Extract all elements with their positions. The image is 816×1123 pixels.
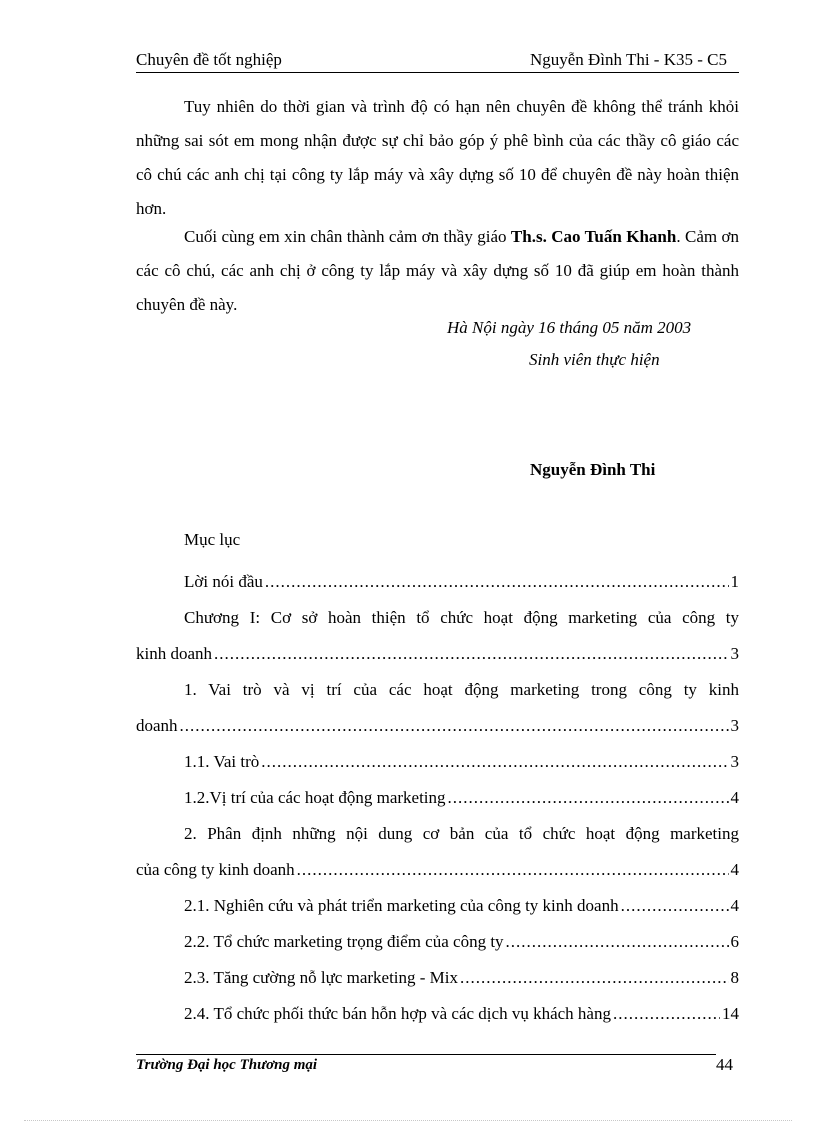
toc-entry: 2.4. Tổ chức phối thức bán hỗn hợp và các dịch vụ khách hàng ..... 14 bbox=[136, 996, 739, 1032]
toc-leader bbox=[297, 852, 729, 888]
toc-entry-line: 1. Vai trò và vị trí của các hoạt động marketing trong công ty kinh bbox=[184, 680, 739, 699]
toc-page-number: 4 bbox=[730, 788, 739, 807]
header-author: Nguyễn Đình Thi - K35 - C5 bbox=[529, 50, 727, 69]
paragraph-text-end: . Cảm ơn các cô chú, các anh chị ở công ty lắp máy và xây dựng số 10 đã giúp em hoàn thành chuyên đề này. bbox=[136, 227, 739, 314]
toc-leader bbox=[265, 564, 729, 600]
toc-entry-line: Chương I: Cơ sở hoàn thiện tổ chức hoạt động marketing của công ty bbox=[184, 608, 739, 627]
page-boundary bbox=[24, 1120, 792, 1121]
toc-page-number: 8 bbox=[730, 968, 739, 987]
page-header bbox=[136, 50, 739, 73]
toc-leader bbox=[613, 996, 720, 1032]
toc-entry-line: 2. Phân định những nội dung cơ bản của tổ chức hoạt động marketing bbox=[184, 824, 739, 843]
header-title: Chuyên đề tốt nghiệp bbox=[136, 50, 282, 69]
toc-page-number: 4 bbox=[730, 896, 739, 915]
paragraph-text: Tuy nhiên do thời gian và trình độ có hạn nên chuyên đề không thể tránh khỏi những sai sót em mong nhận được sự chỉ bảo góp ý phê bình của các thầy cô giáo các cô chú các anh chị tại công ty lắp máy và xây dựng số 10 để chuyên đề này hoàn thiện hơn. bbox=[136, 97, 739, 218]
toc-page-number: 1 bbox=[730, 572, 739, 591]
footer-school: Trường Đại học Thương mại bbox=[136, 1057, 318, 1073]
toc-page-number: 3 bbox=[730, 752, 739, 771]
signature-name: Nguyễn Đình Thi bbox=[530, 460, 656, 479]
signature-date: Hà Nội ngày 16 tháng 05 năm 2003 bbox=[447, 318, 692, 337]
toc-entry: doanh ..... 3 bbox=[136, 708, 739, 744]
toc-leader bbox=[621, 888, 729, 924]
toc-entry: 1.1. Vai trò ..... 3 bbox=[136, 744, 739, 780]
toc-entry: 2.3. Tăng cường nỗ lực marketing - Mix ..... 8 bbox=[136, 960, 739, 996]
toc-page-number: 3 bbox=[730, 716, 739, 735]
toc-entry: kinh doanh ..... 3 bbox=[136, 636, 739, 672]
toc-leader bbox=[180, 708, 729, 744]
paragraph-acknowledgement-1 bbox=[136, 90, 739, 226]
toc-entry: Lời nói đầu ..... 1 bbox=[136, 564, 739, 600]
footer-page-number: 44 bbox=[716, 1055, 733, 1074]
signature-role: Sinh viên thực hiện bbox=[529, 350, 660, 369]
toc-entry: của công ty kinh doanh ..... 4 bbox=[136, 852, 739, 888]
paragraph-text-start: Cuối cùng em xin chân thành cảm ơn thầy giáo bbox=[184, 227, 511, 246]
toc-leader bbox=[448, 780, 729, 816]
toc-title: Mục lục bbox=[184, 530, 241, 549]
toc-leader bbox=[506, 924, 729, 960]
toc-entry: 1.2.Vị trí của các hoạt động marketing ..... 4 bbox=[136, 780, 739, 816]
supervisor-name: Th.s. Cao Tuấn Khanh bbox=[510, 227, 677, 246]
toc-leader bbox=[460, 960, 728, 996]
footer-divider bbox=[136, 1054, 716, 1055]
toc-page-number: 6 bbox=[730, 932, 739, 951]
toc-page-number: 3 bbox=[730, 644, 739, 663]
toc-page-number: 4 bbox=[730, 860, 739, 879]
toc-entry: 2.2. Tổ chức marketing trọng điểm của công ty ..... 6 bbox=[136, 924, 739, 960]
toc-entry: 2.1. Nghiên cứu và phát triển marketing của công ty kinh doanh ..... 4 bbox=[136, 888, 739, 924]
toc-leader bbox=[214, 636, 728, 672]
toc-leader bbox=[261, 744, 728, 780]
paragraph-acknowledgement-2 bbox=[136, 220, 739, 322]
toc-page-number: 14 bbox=[722, 1004, 739, 1023]
table-of-contents bbox=[136, 564, 739, 1032]
